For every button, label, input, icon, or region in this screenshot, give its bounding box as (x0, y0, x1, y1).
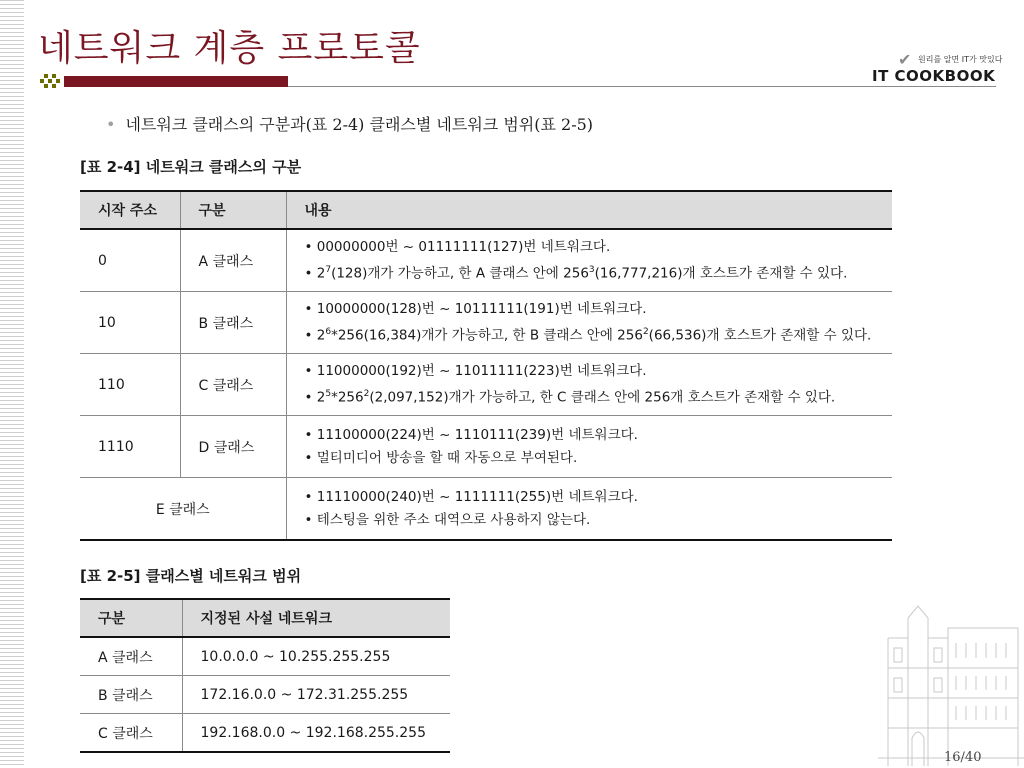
content-cell (286, 416, 892, 478)
building-illustration (878, 598, 1024, 768)
range-cell: 10.0.0.0 ~ 10.255.255.255 (182, 637, 450, 676)
content-line: • $2^7(128)$개가 가능하고, 한 A 클래스 안에 $256^3(16,777,216)$개 호스트가 존재할 수 있다. (304, 264, 848, 282)
table-row (80, 637, 450, 676)
col-header-content: 내용 (286, 191, 892, 229)
class-cell: A 클래스 (80, 637, 182, 676)
range-cell: 172.16.0.0 ~ 172.31.255.255 (182, 676, 450, 714)
content-line: • 10000000(128)번 ~ 10111111(191)번 네트워크다. (304, 300, 647, 317)
private-network-range-table (80, 598, 450, 753)
class-cell: B 클래스 (80, 676, 182, 714)
content-cell (286, 292, 892, 354)
slide-title: 네트워크 계층 프로토콜 (38, 28, 421, 69)
class-cell: C 클래스 (180, 354, 286, 416)
table1-caption: [표 2-4] 네트워크 클래스의 구분 (80, 158, 302, 176)
range-cell: 192.168.0.0 ~ 192.168.255.255 (182, 714, 450, 753)
table-row (80, 292, 892, 354)
table-row (80, 478, 892, 541)
table-row (80, 676, 450, 714)
content-line: • 00000000번 ~ 01111111(127)번 네트워크다. (304, 238, 611, 255)
col-header-class: 구분 (80, 599, 182, 637)
content-line: • 11100000(224)번 ~ 1110111(239)번 네트워크다. (304, 426, 638, 443)
class-cell: D 클래스 (180, 416, 286, 478)
content-line: • 11000000(192)번 ~ 11011111(223)번 네트워크다. (304, 362, 647, 379)
start-address-cell: 0 (80, 229, 180, 292)
logo-tagline: 원리를 알면 IT가 맛있다 (918, 55, 1003, 64)
content-line: • $2^5*256^2(2,097,152)$개가 가능하고, 한 C 클래스 안에 256개 호스트가 존재할 수 있다. (304, 388, 836, 406)
content-line: • 테스팅을 위한 주소 대역으로 사용하지 않는다. (304, 511, 591, 528)
bullet-text: 네트워크 클래스의 구분과(표 2-4) 클래스별 네트워크 범위(표 2-5) (125, 115, 594, 134)
bullet-dot-icon: • (106, 115, 116, 134)
class-cell: A 클래스 (180, 229, 286, 292)
col-header-class: 구분 (180, 191, 286, 229)
start-address-cell: 110 (80, 354, 180, 416)
network-class-table (80, 190, 892, 541)
it-cookbook-logo (872, 50, 1003, 86)
table-header-row (80, 599, 450, 637)
checkmark-icon: ✔ (898, 50, 912, 69)
col-header-private-network: 지정된 사설 네트워크 (182, 599, 450, 637)
class-cell-merged: E 클래스 (80, 478, 286, 541)
content-cell (286, 478, 892, 541)
content-line: • 11110000(240)번 ~ 1111111(255)번 네트워크다. (304, 488, 638, 505)
logo-name: IT COOKBOOK (872, 67, 996, 85)
left-stripe-decoration (0, 0, 24, 768)
table2-caption: [표 2-5] 클래스별 네트워크 범위 (80, 567, 302, 585)
content-line: • $2^6*256(16,384)$개가 가능하고, 한 B 클래스 안에 $256^2(66,536)$개 호스트가 존재할 수 있다. (304, 326, 872, 344)
title-decoration-icon (40, 74, 62, 88)
table-header-row (80, 191, 892, 229)
class-cell: C 클래스 (80, 714, 182, 753)
table-row (80, 416, 892, 478)
col-header-start-address: 시작 주소 (80, 191, 180, 229)
content-line: • 멀티미디어 방송을 할 때 자동으로 부여된다. (304, 449, 578, 466)
content-cell (286, 229, 892, 292)
class-cell: B 클래스 (180, 292, 286, 354)
title-underline-rule (288, 86, 996, 87)
table-row (80, 354, 892, 416)
title-underline-bar (64, 76, 288, 87)
bullet-item (106, 112, 593, 135)
table-row (80, 229, 892, 292)
table-row (80, 714, 450, 753)
page-number: 16/40 (944, 750, 982, 765)
start-address-cell: 1110 (80, 416, 180, 478)
start-address-cell: 10 (80, 292, 180, 354)
content-cell (286, 354, 892, 416)
